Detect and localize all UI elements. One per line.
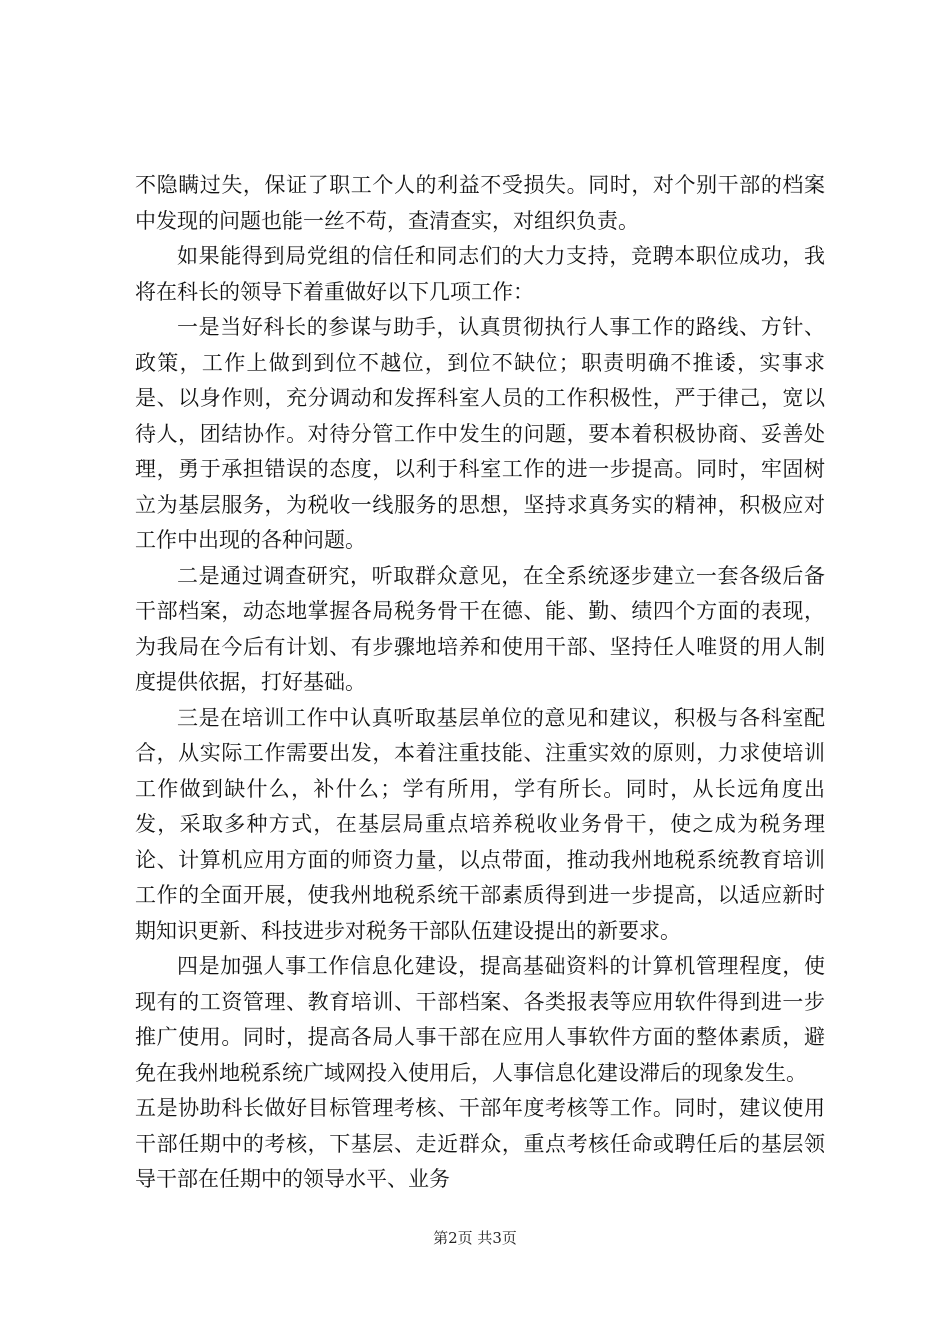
- paragraph-item-two: 二是通过调查研究，听取群众意见，在全系统逐步建立一套各级后备干部档案，动态地掌握各局税务骨干在德、能、勤、绩四个方面的表现，为我局在今后有计划、有步骤地培养和使用干部、坚持任人唯贤的用人制度提供依据，打好基础。: [135, 563, 825, 694]
- paragraph-item-four: 四是加强人事工作信息化建设，提高基础资料的计算机管理程度，使现有的工资管理、教育培训、干部档案、各类报表等应用软件得到进一步推广使用。同时，提高各局人事干部在应用人事软件方面的整体素质，避免在我州地税系统广域网投入使用后，人事信息化建设滞后的现象发生。: [135, 954, 825, 1085]
- paragraph-item-three: 三是在培训工作中认真听取基层单位的意见和建议，积极与各科室配合，从实际工作需要出发，本着注重技能、注重实效的原则，力求使培训工作做到缺什么，补什么；学有所用，学有所长。同时，从长远角度出发，采取多种方式，在基层局重点培养税收业务骨干，使之成为税务理论、计算机应用方面的师资力量，以点带面，推动我州地税系统教育培训工作的全面开展，使我州地税系统干部素质得到进一步提高，以适应新时期知识更新、科技进步对税务干部队伍建设提出的新要求。: [135, 705, 825, 943]
- paragraph-item-one: 一是当好科长的参谋与助手，认真贯彻执行人事工作的路线、方针、政策，工作上做到到位不越位，到位不缺位；职责明确不推诿，实事求是、以身作则，充分调动和发挥科室人员的工作积极性，严于律己，宽以待人，团结协作。对待分管工作中发生的问题，要本着积极协商、妥善处理，勇于承担错误的态度，以利于科室工作的进一步提高。同时，牢固树立为基层服务，为税收一线服务的思想，坚持求真务实的精神，积极应对工作中出现的各种问题。: [135, 315, 825, 552]
- paragraph-item-five: 五是协助科长做好目标管理考核、干部年度考核等工作。同时，建议使用干部任期中的考核，下基层、走近群众，重点考核任命或聘任后的基层领导干部在任期中的领导水平、业务: [135, 1096, 825, 1191]
- page-footer: 第2页 共3页: [433, 1229, 517, 1247]
- paragraph-continuation: 不隐瞒过失，保证了职工个人的利益不受损失。同时，对个别干部的档案中发现的问题也能一丝不苟，查清查实，对组织负责。: [135, 173, 825, 233]
- paragraph-intro-work-plan: 如果能得到局党组的信任和同志们的大力支持，竞聘本职位成功，我将在科长的领导下着重做好以下几项工作：: [135, 244, 825, 304]
- document-body: [135, 168, 825, 1198]
